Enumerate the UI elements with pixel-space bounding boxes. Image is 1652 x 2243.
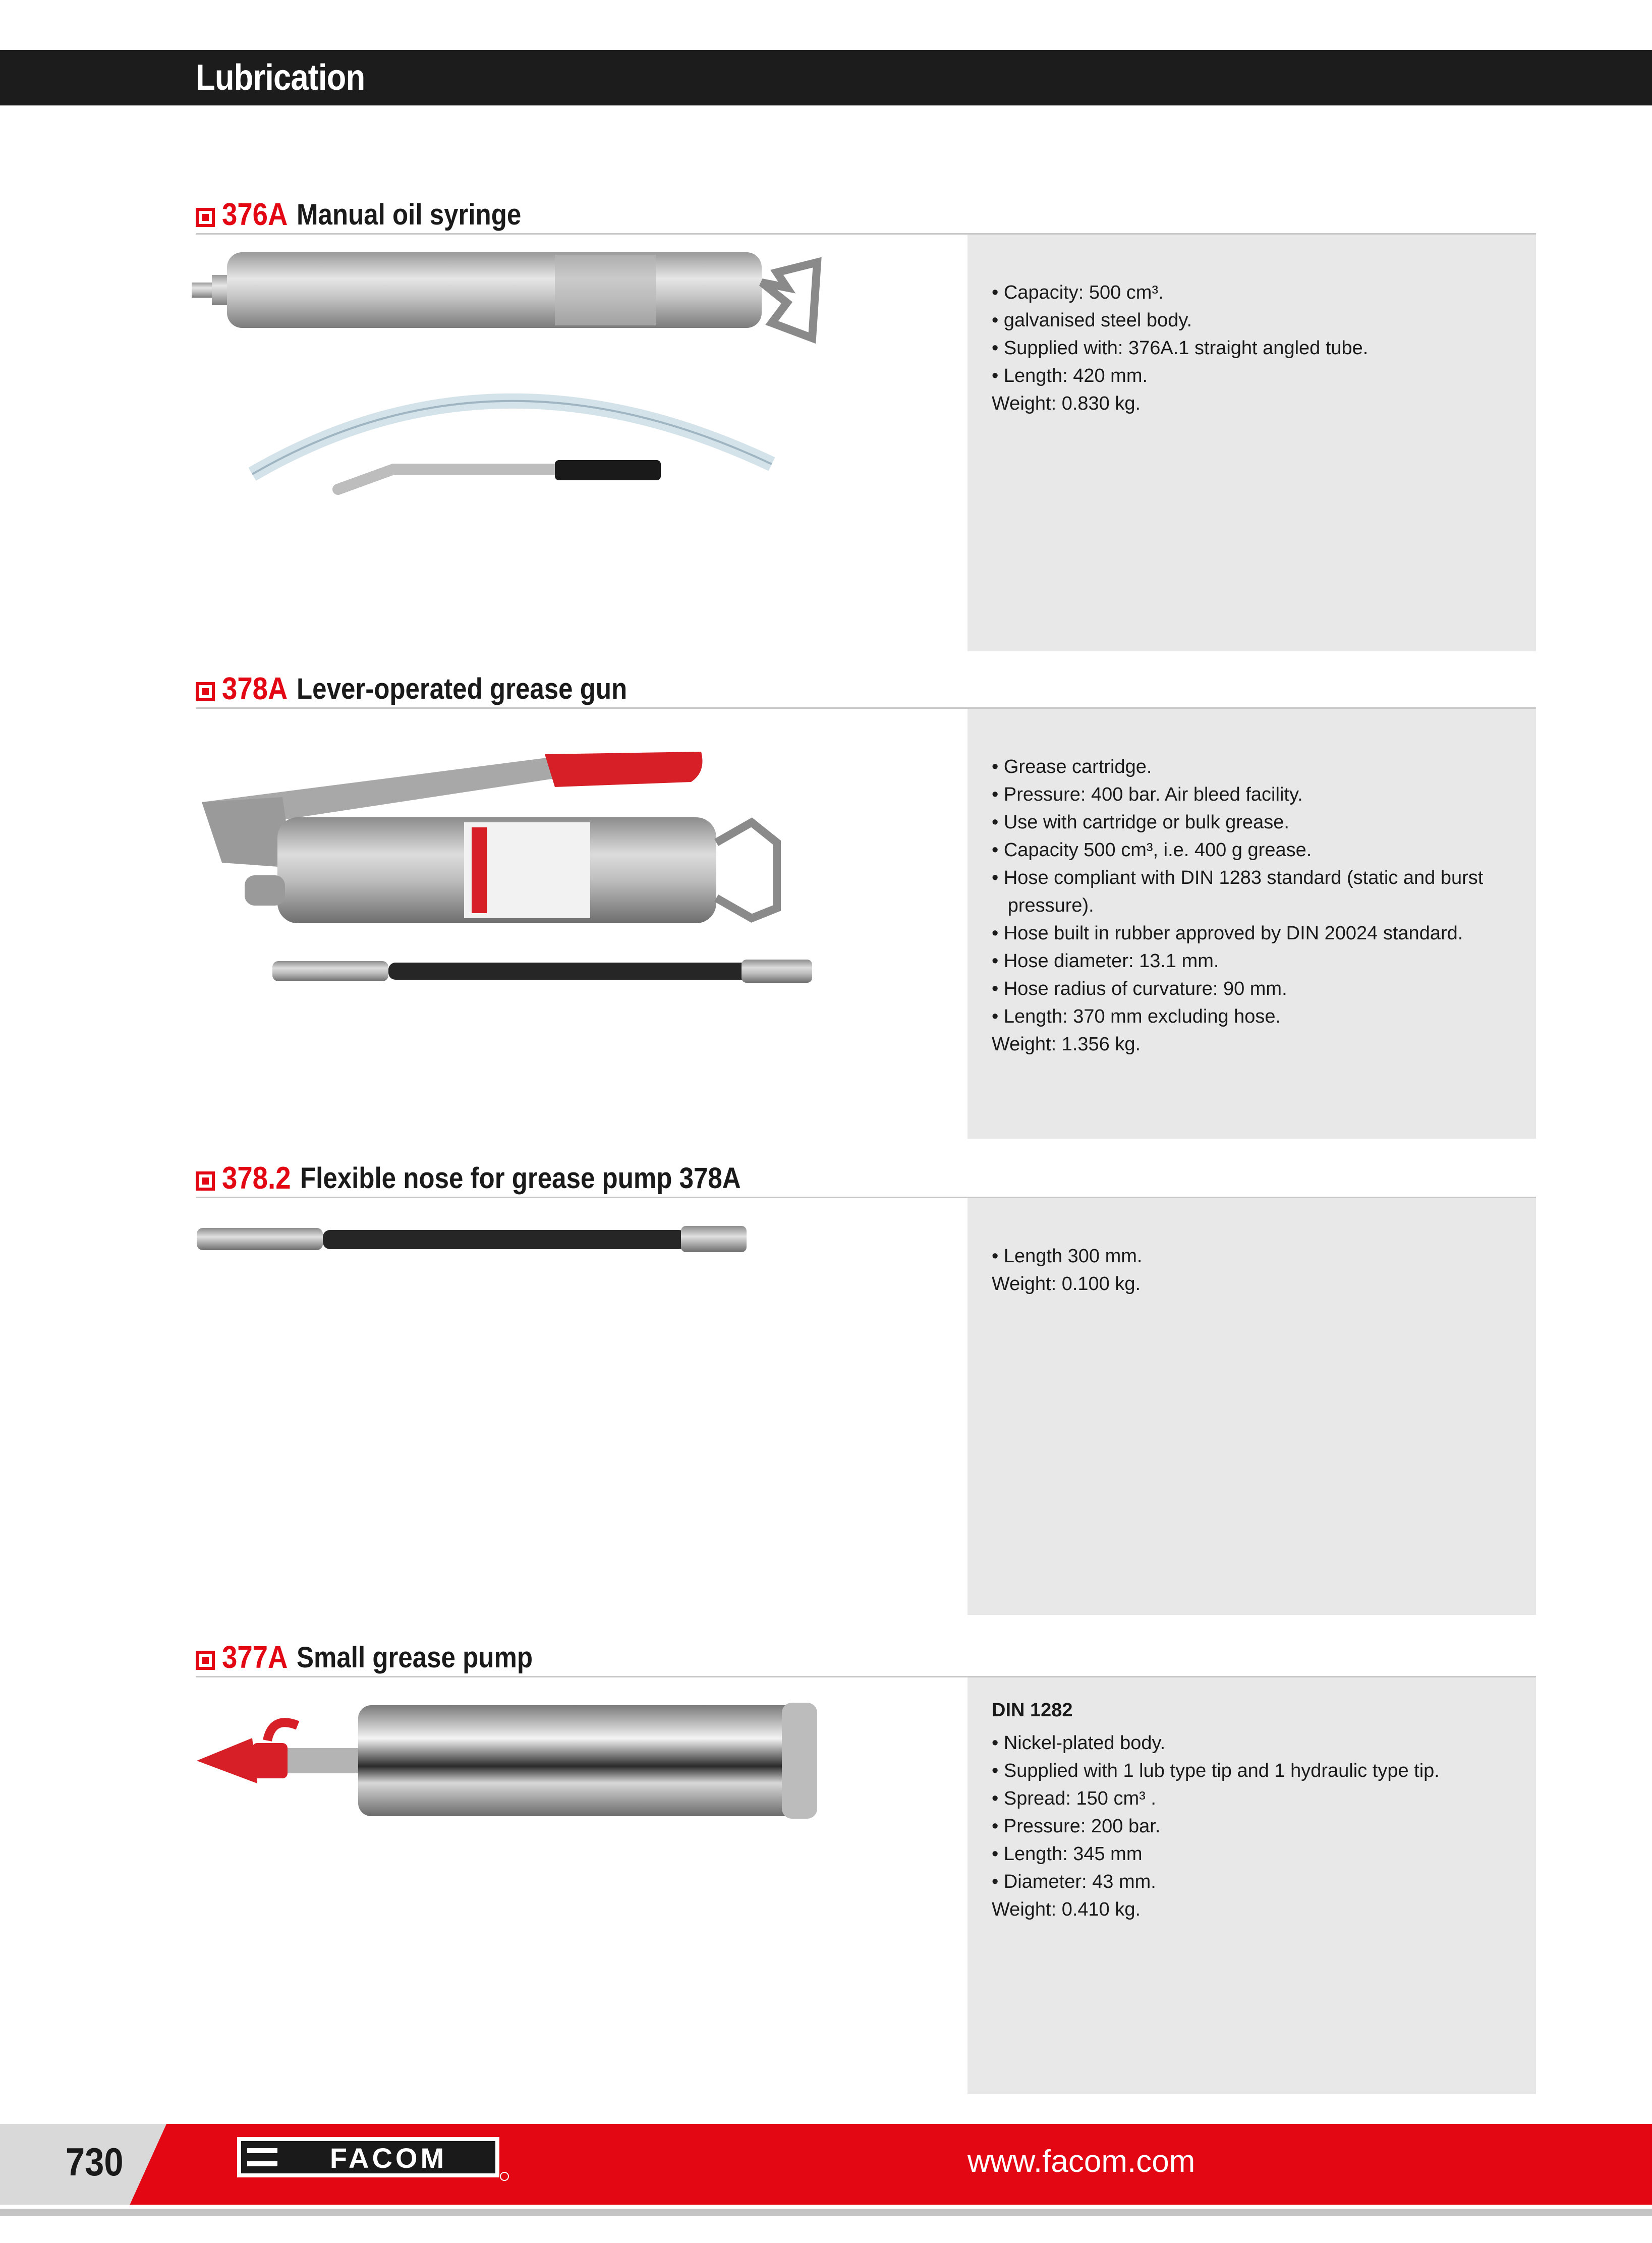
spec-line: • Length 300 mm. (992, 1246, 1143, 1267)
spec-list (992, 279, 1516, 418)
spec-line: • Length: 370 mm excluding hose. (992, 1006, 1281, 1027)
spec-line: • Capacity: 500 cm³. (992, 282, 1164, 303)
spec-line: Weight: 0.410 kg. (992, 1899, 1141, 1920)
bullet-square-icon (196, 1651, 215, 1670)
product-title: Small grease pump (297, 1641, 533, 1674)
product-code: 376A (222, 197, 288, 232)
spec-panel (967, 235, 1536, 651)
spec-line: pressure). (992, 895, 1094, 916)
spec-subhead: DIN 1282 (992, 1700, 1073, 1721)
spec-line: • Hose radius of curvature: 90 mm. (992, 978, 1287, 999)
spec-line: • Supplied with: 376A.1 straight angled tube. (992, 338, 1369, 359)
spec-line: • Length: 420 mm. (992, 365, 1148, 386)
product-title: Manual oil syringe (297, 198, 522, 231)
product-title: Flexible nose for grease pump 378A (300, 1162, 741, 1195)
product-title: Lever-operated grease gun (297, 672, 628, 705)
product-code: 378A (222, 671, 288, 706)
page-number: 730 (66, 2140, 124, 2184)
spec-line: • Supplied with 1 lub type tip and 1 hydraulic type tip. (992, 1760, 1440, 1781)
spec-line: Weight: 1.356 kg. (992, 1034, 1141, 1055)
bullet-square-icon (196, 682, 215, 701)
product-code: 378.2 (222, 1161, 291, 1196)
spec-line: • Hose compliant with DIN 1283 standard (static and burst (992, 867, 1484, 888)
flexible-hose-image (197, 1221, 757, 1261)
bullet-square-icon (196, 208, 215, 227)
spec-line: • Diameter: 43 mm. (992, 1871, 1156, 1892)
spec-line: • Grease cartridge. (992, 756, 1152, 777)
section-heading (196, 197, 552, 233)
spec-line: • galvanised steel body. (992, 310, 1192, 331)
spec-panel (967, 1198, 1536, 1615)
brand-wordmark: FACOM (329, 2142, 447, 2174)
spec-line: • Hose diameter: 13.1 mm. (992, 950, 1219, 972)
bullet-square-icon (196, 1171, 215, 1191)
spec-line: • Length: 345 mm (992, 1843, 1143, 1865)
spec-line: • Hose built in rubber approved by DIN 20024 standard. (992, 923, 1463, 944)
spec-line: • Spread: 150 cm³ . (992, 1788, 1156, 1809)
section-heading (196, 1640, 565, 1676)
page-title: Lubrication (196, 58, 365, 98)
spec-line: • Pressure: 200 bar. (992, 1816, 1161, 1837)
spec-line: • Pressure: 400 bar. Air bleed facility. (992, 784, 1303, 805)
footer-stripe (0, 2209, 1652, 2216)
spec-line: Weight: 0.830 kg. (992, 393, 1141, 414)
spec-line: • Nickel-plated body. (992, 1732, 1166, 1754)
spec-line: • Use with cartridge or bulk grease. (992, 812, 1289, 833)
spec-list (992, 753, 1516, 1058)
spec-list (992, 1243, 1516, 1298)
facom-logo (237, 2137, 509, 2183)
spec-list (992, 1697, 1516, 1924)
website-link[interactable]: www.facom.com (967, 2144, 1195, 2179)
section-heading (196, 671, 672, 707)
spec-line: • Capacity 500 cm³, i.e. 400 g grease. (992, 839, 1312, 861)
grease-gun-image (192, 726, 827, 1009)
product-code: 377A (222, 1640, 288, 1675)
spec-panel (967, 1677, 1536, 2094)
oil-syringe-image (192, 252, 827, 515)
spec-panel (967, 709, 1536, 1139)
spec-line: Weight: 0.100 kg. (992, 1273, 1141, 1295)
small-grease-pump-image (197, 1695, 832, 1831)
section-heading (196, 1160, 801, 1197)
